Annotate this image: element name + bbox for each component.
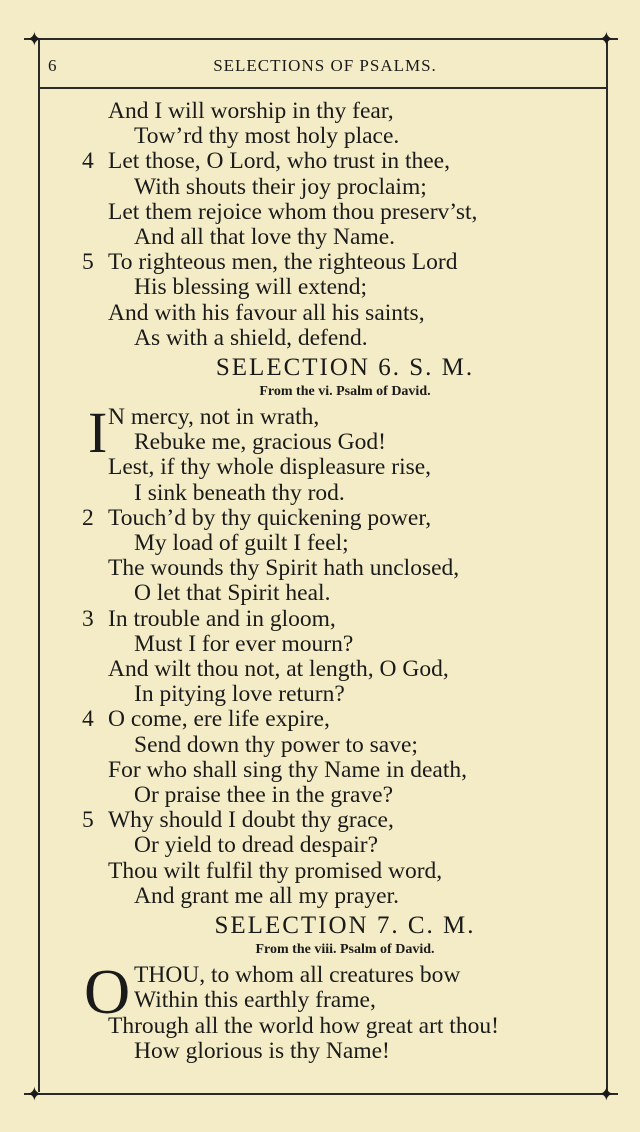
verse-line: Tow’rd thy most holy place.: [134, 123, 400, 150]
selection-7-title: SELECTION 7. C. M.: [214, 912, 476, 940]
frame-header-rule: [40, 87, 606, 89]
verse-line: I sink beneath thy rod.: [134, 479, 345, 506]
verse-line: And with his favour all his saints,: [108, 299, 425, 326]
verse-line: Touch’d by thy quickening power,: [108, 504, 432, 531]
running-title: SELECTIONS OF PSALMS.: [213, 56, 437, 75]
verse-line: O let that Spirit heal.: [134, 580, 331, 607]
verse-line: In trouble and in gloom,: [108, 605, 336, 632]
selection-7-source: From the viii. Psalm of David.: [255, 942, 435, 958]
verse-line: And I will worship in thy fear,: [108, 98, 394, 124]
verse-line: Rebuke me, gracious God!: [134, 429, 386, 456]
verse-line: Send down thy power to save;: [134, 731, 418, 758]
selection-6-stanza-2: [60, 506, 600, 607]
page-body: [60, 99, 600, 1064]
stanza-number: 5: [82, 249, 94, 276]
verse-line: How glorious is thy Name!: [134, 1037, 390, 1064]
stanza-number: 2: [82, 504, 94, 531]
frame-bottom-rule: [24, 1093, 618, 1095]
ornament-bottom-left: ✦: [26, 1082, 43, 1106]
ornament-top-left: ✦: [26, 27, 43, 51]
selection-6-stanza-5: [60, 808, 600, 909]
verse-line: Within this earthly frame,: [134, 987, 376, 1014]
drop-cap: I: [88, 400, 108, 466]
verse-line: THOU, to whom all creatures bow: [134, 962, 461, 989]
verse-line: And grant me all my prayer.: [134, 882, 399, 909]
verse-line: And wilt thou not, at length, O God,: [108, 656, 449, 683]
stanza-number: 4: [82, 148, 94, 175]
continuation-stanza: [60, 99, 600, 149]
selection-6-stanza-1: [60, 400, 600, 506]
verse-line: Lest, if thy whole displeasure rise,: [108, 454, 432, 481]
page-number: 6: [48, 56, 57, 75]
verse-line: O come, ere life expire,: [108, 706, 330, 733]
frame-right-rule: [606, 40, 608, 1092]
verse-line: Let those, O Lord, who trust in thee,: [108, 148, 450, 175]
selection-6-source: From the vi. Psalm of David.: [259, 384, 431, 400]
stanza-number: 5: [82, 807, 94, 834]
selection-6-stanza-3: [60, 607, 600, 708]
stanza-5: [60, 250, 600, 351]
frame-left-rule: [38, 40, 40, 1092]
verse-line: His blessing will extend;: [134, 274, 368, 301]
verse-line: For who shall sing thy Name in death,: [108, 756, 467, 783]
verse-line: Or yield to dread despair?: [134, 832, 379, 859]
verse-line: Let them rejoice whom thou preserv’st,: [108, 198, 478, 225]
selection-7-stanza-1: [60, 956, 600, 1064]
verse-line: Or praise thee in the grave?: [134, 782, 394, 809]
verse-line: N mercy, not in wrath,: [108, 404, 320, 431]
verse-line: To righteous men, the righteous Lord: [108, 249, 458, 276]
ornament-bottom-right: ✦: [598, 1082, 615, 1106]
verse-line: In pitying love return?: [134, 681, 345, 708]
verse-line: As with a shield, defend.: [134, 324, 368, 351]
verse-line: Through all the world how great art thou!: [108, 1012, 499, 1039]
frame-top-rule: [24, 38, 618, 40]
verse-line: And all that love thy Name.: [134, 224, 396, 251]
stanza-number: 3: [82, 605, 94, 632]
selection-6-stanza-4: [60, 707, 600, 808]
page-header: [40, 56, 610, 84]
verse-line: The wounds thy Spirit hath unclosed,: [108, 555, 460, 582]
verse-line: With shouts their joy proclaim;: [134, 173, 427, 200]
drop-cap: O: [84, 956, 131, 1028]
stanza-4: [60, 149, 600, 250]
verse-line: Must I for ever mourn?: [134, 630, 354, 657]
selection-6-title: SELECTION 6. S. M.: [215, 354, 475, 382]
verse-line: Thou wilt fulfil thy promised word,: [108, 857, 443, 884]
ornament-top-right: ✦: [598, 27, 615, 51]
stanza-number: 4: [82, 706, 94, 733]
verse-line: My load of guilt I feel;: [134, 530, 349, 557]
verse-line: Why should I doubt thy grace,: [108, 807, 394, 834]
